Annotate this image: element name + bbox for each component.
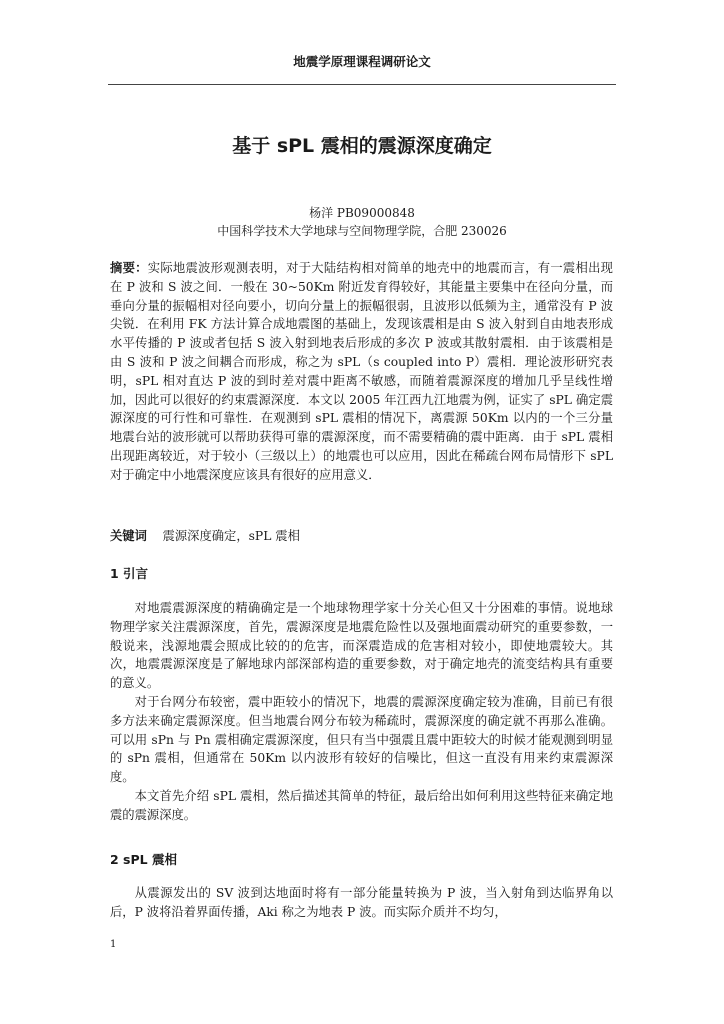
keywords-line [110,526,300,544]
abstract-label: 摘要： [110,261,148,275]
spl-paragraph-1: 从震源发出的 SV 波到达地面时将有一部分能量转换为 P 波，当入射角到达临界角以后，P 波将沿着界面传播，Aki 称之为地表 P 波。而实际介质并不均匀， [110,886,613,919]
affiliation-line: 中国科学技术大学地球与空间物理学院，合肥 230026 [217,224,507,238]
paper-title: 基于 sPL 震相的震源深度确定 [232,135,492,157]
section-heading-spl: 2 sPL 震相 [110,852,177,867]
keywords-text: 震源深度确定，sPL 震相 [162,529,300,543]
intro-paragraph-2: 对于台网分布较密，震中距较小的情况下，地震的震源深度确定较为准确，目前已有很多方法来确定震源深度。但当地震台网分布较为稀疏时，震源深度的确定就不再那么准确。可以用 sPn 与 Pn 震相确定震源深度，但只有当中强震且震中距较大的时候才能观测到明显的 sPn 震相，但通常在 50Km 以内波形有较好的信噪比，但这一直没有用来约束震源深度。 [110,694,613,785]
intro-body [110,599,613,825]
intro-paragraph-1: 对地震震源深度的精确确定是一个地球物理学家十分关心但又十分困难的事情。说地球物理学家关注震源深度，首先，震源深度是地震危险性以及强地面震动研究的重要参数，一般说来，浅源地震会照成比较的的危害，而深震造成的危害相对较小，即使地震较大。其次，地震震源深度是了解地球内部深部构造的重要参数，对于确定地壳的流变结构具有重要的意义。 [110,601,613,691]
spl-section-body [110,884,613,922]
abstract-block [110,259,613,485]
abstract-text: 实际地震波形观测表明，对于大陆结构相对简单的地壳中的地震而言，有一震相出现在 P 波和 S 波之间．一般在 30~50Km 附近发育得较好，其能量主要集中在径向分量，而垂向分量的振幅相对径向要小，切向分量上的振幅很弱，且波形以低频为主，通常没有 P 波尖锐．在利用 FK 方法计算合成地震图的基础上，发现该震相是由 S 波入射到自由地表形成水平传播的 P 波或者包括 S 波入射到地表后形成的多次 P 波或其散射震相．由于该震相是由 S 波和 P 波之间耦合而形成，称之为 sPL（s coupled into P）震相．理论波形研究表明，sPL 相对直达 P 波的到时差对震中距离不敏感，而随着震源深度的增加几乎呈线性增加，因此可以很好的约束震源深度．本文以 2005 年江西九江地震为例，证实了 sPL 确定震源深度的可行性和可靠性．在观测到 sPL 震相的情况下，离震源 50Km 以内的一个三分量地震台站的波形就可以帮助获得可靠的震源深度，而不需要精确的震中距离．由于 sPL 震相出现距离较近，对于较小（三级以上）的地震也可以应用，因此在稀疏台网布局情形下 sPL 对于确定中小地震深度应该具有很好的应用意义． [110,261,613,482]
author-line: 杨洋 PB09000848 [309,206,415,220]
keywords-label: 关键词 [110,529,147,543]
abstract-paragraph [110,259,613,485]
page-number: 1 [110,939,117,950]
intro-paragraph-3: 本文首先介绍 sPL 震相，然后描述其简单的特征，最后给出如何利用这些特征来确定地震的震源深度。 [110,788,613,822]
section-heading-intro: 1 引言 [110,566,149,581]
header-rule [108,84,616,85]
running-header: 地震学原理课程调研论文 [293,54,431,69]
